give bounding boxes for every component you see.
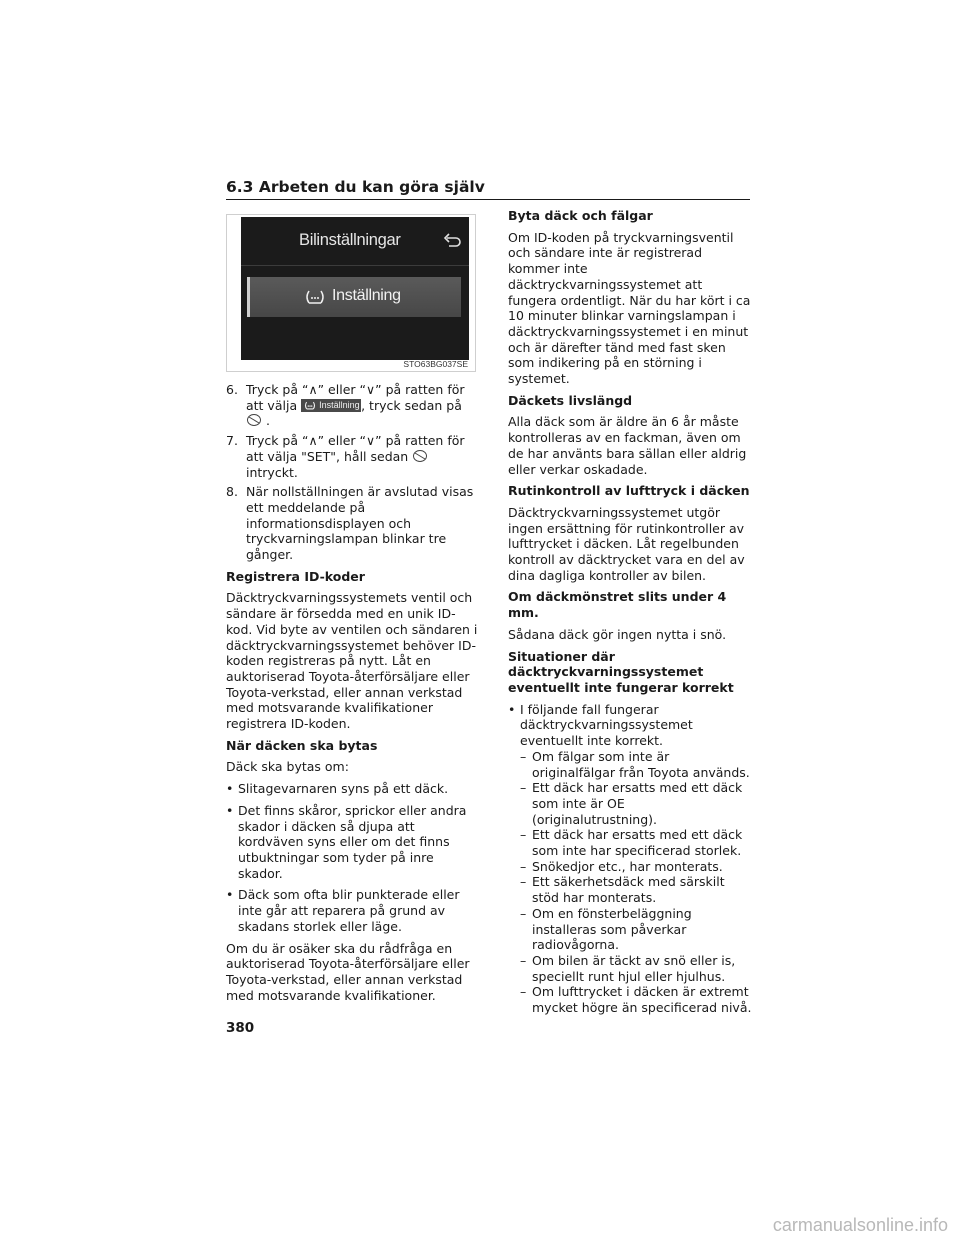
dash-item: – Om lufttrycket i däcken är extremt mycket högre än specificerad nivå. — [520, 984, 752, 1016]
step-text: . — [265, 413, 270, 429]
dash-item: – Ett däck har ersatts med ett däck som inte är OE (originalutrustning). — [520, 780, 743, 827]
back-arrow-icon — [443, 233, 461, 247]
paragraph-change-wheels: Om ID-koden på tryckvarningsventil och sändare inte är registrerad kommer inte däcktryckvarningssystemet att fungera ordentligt. När du har kört i ca 10 minuter blinkar varningslampan i däcktryckvarningssystemet i en minut och är därefter tänd med fast sken som indikering på en störning i systemet. — [508, 229, 751, 387]
step-text: intryckt. — [246, 464, 298, 480]
ok-button-icon — [412, 449, 428, 463]
screen-title: Bilinställningar — [299, 231, 401, 249]
screen-divider — [241, 265, 469, 266]
settings-menu-item — [247, 277, 461, 317]
dash-item: – Ett däck har ersatts med ett däck som inte har specificerad storlek. — [520, 827, 743, 859]
list-item: • I följande fall fungerar däcktryckvarningssystemet eventuellt inte korrekt. — [508, 701, 693, 749]
step-number: 7. — [226, 433, 238, 449]
paragraph-register-id: Däcktryckvarningssystemets ventil och sändare är försedda med en unik ID-kod. Vid byte av ventilen och sändaren i däcktryckvarningssystemet behöver ID-koden registreras på nytt. Låt en auktoriserad Toyota-återförsäljare eller Toyota-verkstad, eller annan verkstad med motsvarande kvalifikationer registrera ID-koden. — [226, 590, 478, 732]
dash-item: – Ett säkerhetsdäck med särskilt stöd har monterats. — [520, 874, 725, 906]
heading-routine-check: Rutinkontroll av lufttryck i däcken — [508, 483, 750, 499]
dash-list — [520, 749, 752, 1016]
heading-tread-depth: Om däckmönstret slits under 4 mm. — [508, 589, 727, 621]
ok-button-icon — [246, 413, 262, 427]
heading-register-id: Registrera ID-koder — [226, 568, 365, 584]
dash-item: – Snökedjor etc., har monterats. — [520, 858, 723, 874]
tire-pressure-icon — [303, 401, 317, 410]
section-title: 6.3 Arbeten du kan göra själv — [226, 178, 485, 196]
paragraph-replace-tires: Däck ska bytas om: — [226, 759, 349, 775]
display-illustration — [226, 214, 476, 372]
page-number: 380 — [226, 1020, 255, 1036]
heading-tire-life: Däckets livslängd — [508, 392, 633, 408]
step-text: , tryck sedan på — [361, 397, 462, 413]
right-column — [508, 208, 752, 1016]
section-divider — [226, 199, 750, 200]
step-text: Tryck på “∧” eller “∨” på ratten för att välja — [246, 382, 465, 413]
left-column — [226, 382, 478, 1009]
figure-code: STO63BG037SE — [403, 359, 468, 369]
dash-item: – Om fälgar som inte är originalfälgar från Toyota används. — [520, 748, 750, 780]
step-number: 8. — [226, 484, 238, 500]
list-item: • Slitagevarnaren syns på ett däck. — [226, 781, 449, 797]
watermark: carmanualsonline.info — [772, 1215, 948, 1235]
paragraph-unsure: Om du är osäker ska du rådfråga en auktoriserad Toyota-återförsäljare eller Toyota-verkstad, eller annan verkstad med motsvarande kvalifikationer. — [226, 940, 470, 1003]
paragraph-routine-check: Däcktryckvarningssystemet utgör ingen ersättning för rutinkontroller av lufttrycket i däcken. Låt regelbunden kontroll av däcktrycket vara en del av dina dagliga kontroller av bilen. — [508, 504, 745, 583]
display-screen — [241, 217, 469, 360]
step-6 — [226, 382, 478, 429]
dash-item: – Om en fönsterbeläggning installeras som påverkar radiovågorna. — [520, 905, 692, 953]
paragraph-tire-life: Alla däck som är äldre än 6 år måste kontrolleras av en fackman, även om de har använts bara sällan eller aldrig eller verkar oskadade. — [508, 414, 747, 477]
inline-settings-button — [301, 399, 361, 412]
inline-settings-label: Inställning — [319, 399, 360, 410]
step-text: När nollställningen är avslutad visas ett meddelande på informationsdisplayen och tryckvarningslampan blinkar tre gånger. — [246, 484, 474, 563]
list-item: • Det finns skåror, sprickor eller andra skador i däcken så djupa att kordväven syns eller om det finns utbuktningar som tyder på inre skador. — [226, 802, 467, 881]
tire-pressure-icon — [304, 289, 326, 305]
settings-menu-label: Inställning — [332, 287, 401, 304]
heading-situations: Situationer där däcktryckvarningssystemet eventuellt inte fungerar korrekt — [508, 648, 734, 695]
dash-item: – Om bilen är täckt av snö eller is, speciellt runt hjul eller hjulhus. — [520, 952, 736, 984]
heading-change-wheels: Byta däck och fälgar — [508, 208, 653, 223]
list-item: • Däck som ofta blir punkterade eller inte går att reparera på grund av skadans storlek eller läge. — [226, 887, 460, 934]
paragraph-tread-depth: Sådana däck gör ingen nytta i snö. — [508, 626, 727, 642]
step-7 — [226, 433, 478, 480]
step-8 — [226, 484, 478, 563]
step-number: 6. — [226, 382, 238, 397]
heading-replace-tires: När däcken ska bytas — [226, 737, 378, 753]
step-text: Tryck på “∧” eller “∨” på ratten för att välja "SET", håll sedan — [246, 433, 465, 464]
